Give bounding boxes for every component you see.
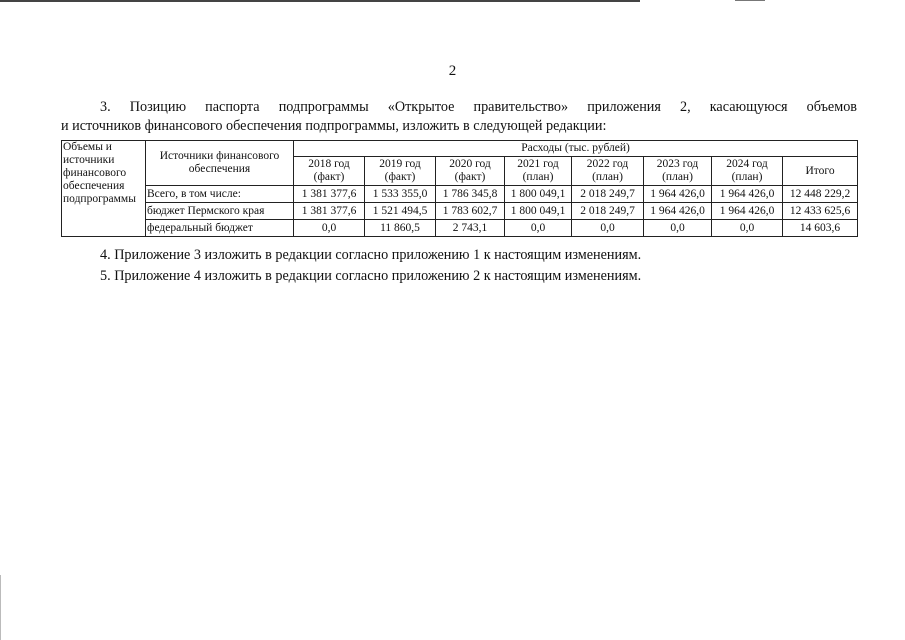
year-header-2018 (294, 157, 365, 186)
item-5-paragraph: 5. Приложение 4 изложить в редакции согласно приложению 2 к настоящим изменениям. (100, 268, 642, 284)
value-cell: 1 381 377,6 (294, 203, 365, 220)
year-kind: (факт) (313, 171, 345, 183)
value-cell: 1 964 426,0 (712, 186, 783, 203)
value-cell: 1 964 426,0 (644, 203, 712, 220)
value-cell: 2 018 249,7 (572, 203, 644, 220)
value-cell: 0,0 (294, 220, 365, 237)
item-3-paragraph (61, 98, 857, 136)
year-header-2019 (365, 157, 436, 186)
year-kind: (факт) (454, 171, 486, 183)
year-header-2024 (712, 157, 783, 186)
year-kind: (план) (662, 171, 693, 183)
scan-top-border (0, 0, 640, 2)
year-kind: (факт) (384, 171, 416, 183)
table-row (62, 186, 858, 203)
row-label-regional-budget: бюджет Пермского края (146, 203, 294, 220)
value-cell: 0,0 (505, 220, 572, 237)
expenses-header-cell: Расходы (тыс. рублей) (294, 141, 858, 157)
value-cell: 12 433 625,6 (783, 203, 858, 220)
value-cell: 0,0 (572, 220, 644, 237)
year-header-2020 (436, 157, 505, 186)
year-kind: (план) (522, 171, 554, 183)
value-cell: 14 603,6 (783, 220, 858, 237)
value-cell: 11 860,5 (365, 220, 436, 237)
value-cell: 1 521 494,5 (365, 203, 436, 220)
item-4-paragraph: 4. Приложение 3 изложить в редакции согласно приложению 1 к настоящим изменениям. (100, 247, 642, 263)
year-label: 2018 год (308, 158, 350, 170)
value-cell: 1 964 426,0 (712, 203, 783, 220)
year-label: 2019 год (379, 158, 421, 170)
page-number: 2 (448, 63, 457, 79)
value-cell: 1 533 355,0 (365, 186, 436, 203)
item-3-line-1: 3. Позицию паспорта подпрограммы «Открытое правительство» приложения 2, касающуюся объемов (100, 99, 857, 115)
value-cell: 0,0 (644, 220, 712, 237)
financing-table (61, 140, 858, 237)
scan-top-mark (735, 0, 765, 1)
year-kind: (план) (592, 171, 623, 183)
year-label: 2023 год (656, 158, 699, 170)
year-label: 2020 год (449, 158, 491, 170)
row-label-total: Всего, в том числе: (146, 186, 294, 203)
value-cell: 2 018 249,7 (572, 186, 644, 203)
value-cell: 1 800 049,1 (505, 186, 572, 203)
value-cell: 2 743,1 (436, 220, 505, 237)
value-cell: 1 800 049,1 (505, 203, 572, 220)
year-header-2022 (572, 157, 644, 186)
year-label: 2021 год (517, 158, 559, 170)
value-cell: 12 448 229,2 (783, 186, 858, 203)
value-cell: 1 783 602,7 (436, 203, 505, 220)
year-kind: (план) (731, 171, 763, 183)
row-label-federal-budget: федеральный бюджет (146, 220, 294, 237)
value-cell: 1 964 426,0 (644, 186, 712, 203)
year-label: 2022 год (586, 158, 629, 170)
year-header-2023 (644, 157, 712, 186)
value-cell: 0,0 (712, 220, 783, 237)
year-label: 2024 год (726, 158, 768, 170)
value-cell: 1 786 345,8 (436, 186, 505, 203)
value-cell: 1 381 377,6 (294, 186, 365, 203)
scan-edge-mark (0, 575, 1, 640)
table-row (62, 220, 858, 237)
year-header-2021 (505, 157, 572, 186)
total-header-cell: Итого (783, 157, 858, 186)
table-row (62, 203, 858, 220)
source-header-cell: Источники финансового обеспечения (146, 141, 294, 186)
item-3-line-2: и источников финансового обеспечения подпрограммы, изложить в следующей редакции: (61, 118, 607, 134)
row-header-cell: Объемы и источники финансового обеспечения подпрограммы (62, 141, 146, 237)
